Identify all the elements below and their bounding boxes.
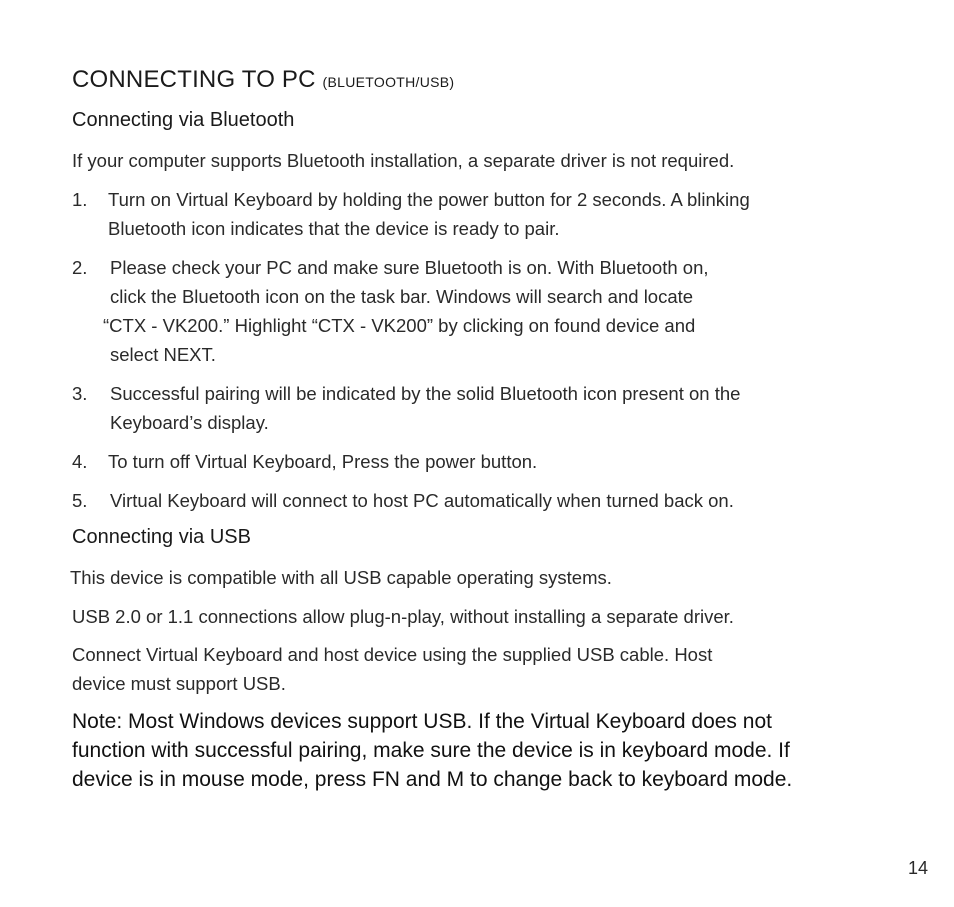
bluetooth-heading: Connecting via Bluetooth: [72, 109, 295, 131]
page-number: 14: [907, 858, 928, 878]
step-line: Keyboard’s display.: [110, 412, 269, 433]
usb-heading: Connecting via USB: [72, 526, 251, 548]
step-line: Turn on Virtual Keyboard by holding the power button for 2 seconds. A blinking: [108, 189, 750, 210]
step-line: “CTX - VK200.” Highlight “CTX - VK200” by clicking on found device and: [103, 315, 696, 336]
step-number: 3.: [72, 383, 88, 404]
note-line: device is in mouse mode, press FN and M to change back to keyboard mode.: [72, 768, 793, 791]
note-line: function with successful pairing, make sure the device is in keyboard mode. If: [72, 739, 790, 762]
step-line: click the Bluetooth icon on the task bar. Windows will search and locate: [110, 286, 694, 307]
step-line: Successful pairing will be indicated by the solid Bluetooth icon present on the: [110, 383, 741, 404]
step-line: select NEXT.: [110, 344, 216, 365]
step-number: 2.: [72, 257, 88, 278]
usb-paragraph-3-line-2: device must support USB.: [72, 673, 286, 694]
step-line: To turn off Virtual Keyboard, Press the power button.: [108, 451, 538, 472]
title-main: CONNECTING TO PC: [72, 66, 316, 93]
page-title: [72, 66, 454, 94]
step-line: Virtual Keyboard will connect to host PC automatically when turned back on.: [110, 490, 734, 511]
step-line: Bluetooth icon indicates that the device is ready to pair.: [108, 218, 560, 239]
bluetooth-intro: If your computer supports Bluetooth installation, a separate driver is not required.: [72, 150, 735, 171]
usb-paragraph-3-line-1: Connect Virtual Keyboard and host device using the supplied USB cable. Host: [72, 644, 713, 665]
step-number: 5.: [72, 490, 88, 511]
step-number: 4.: [72, 451, 88, 472]
step-line: Please check your PC and make sure Bluetooth is on. With Bluetooth on,: [110, 257, 709, 278]
note-line: Note: Most Windows devices support USB. If the Virtual Keyboard does not: [72, 710, 772, 733]
step-number: 1.: [72, 189, 88, 210]
title-subtitle: (BLUETOOTH/USB): [322, 74, 455, 90]
note-block: [72, 707, 792, 794]
usb-paragraph-2: USB 2.0 or 1.1 connections allow plug-n-play, without installing a separate driver.: [72, 606, 734, 627]
usb-paragraph-1: This device is compatible with all USB capable operating systems.: [70, 567, 612, 588]
